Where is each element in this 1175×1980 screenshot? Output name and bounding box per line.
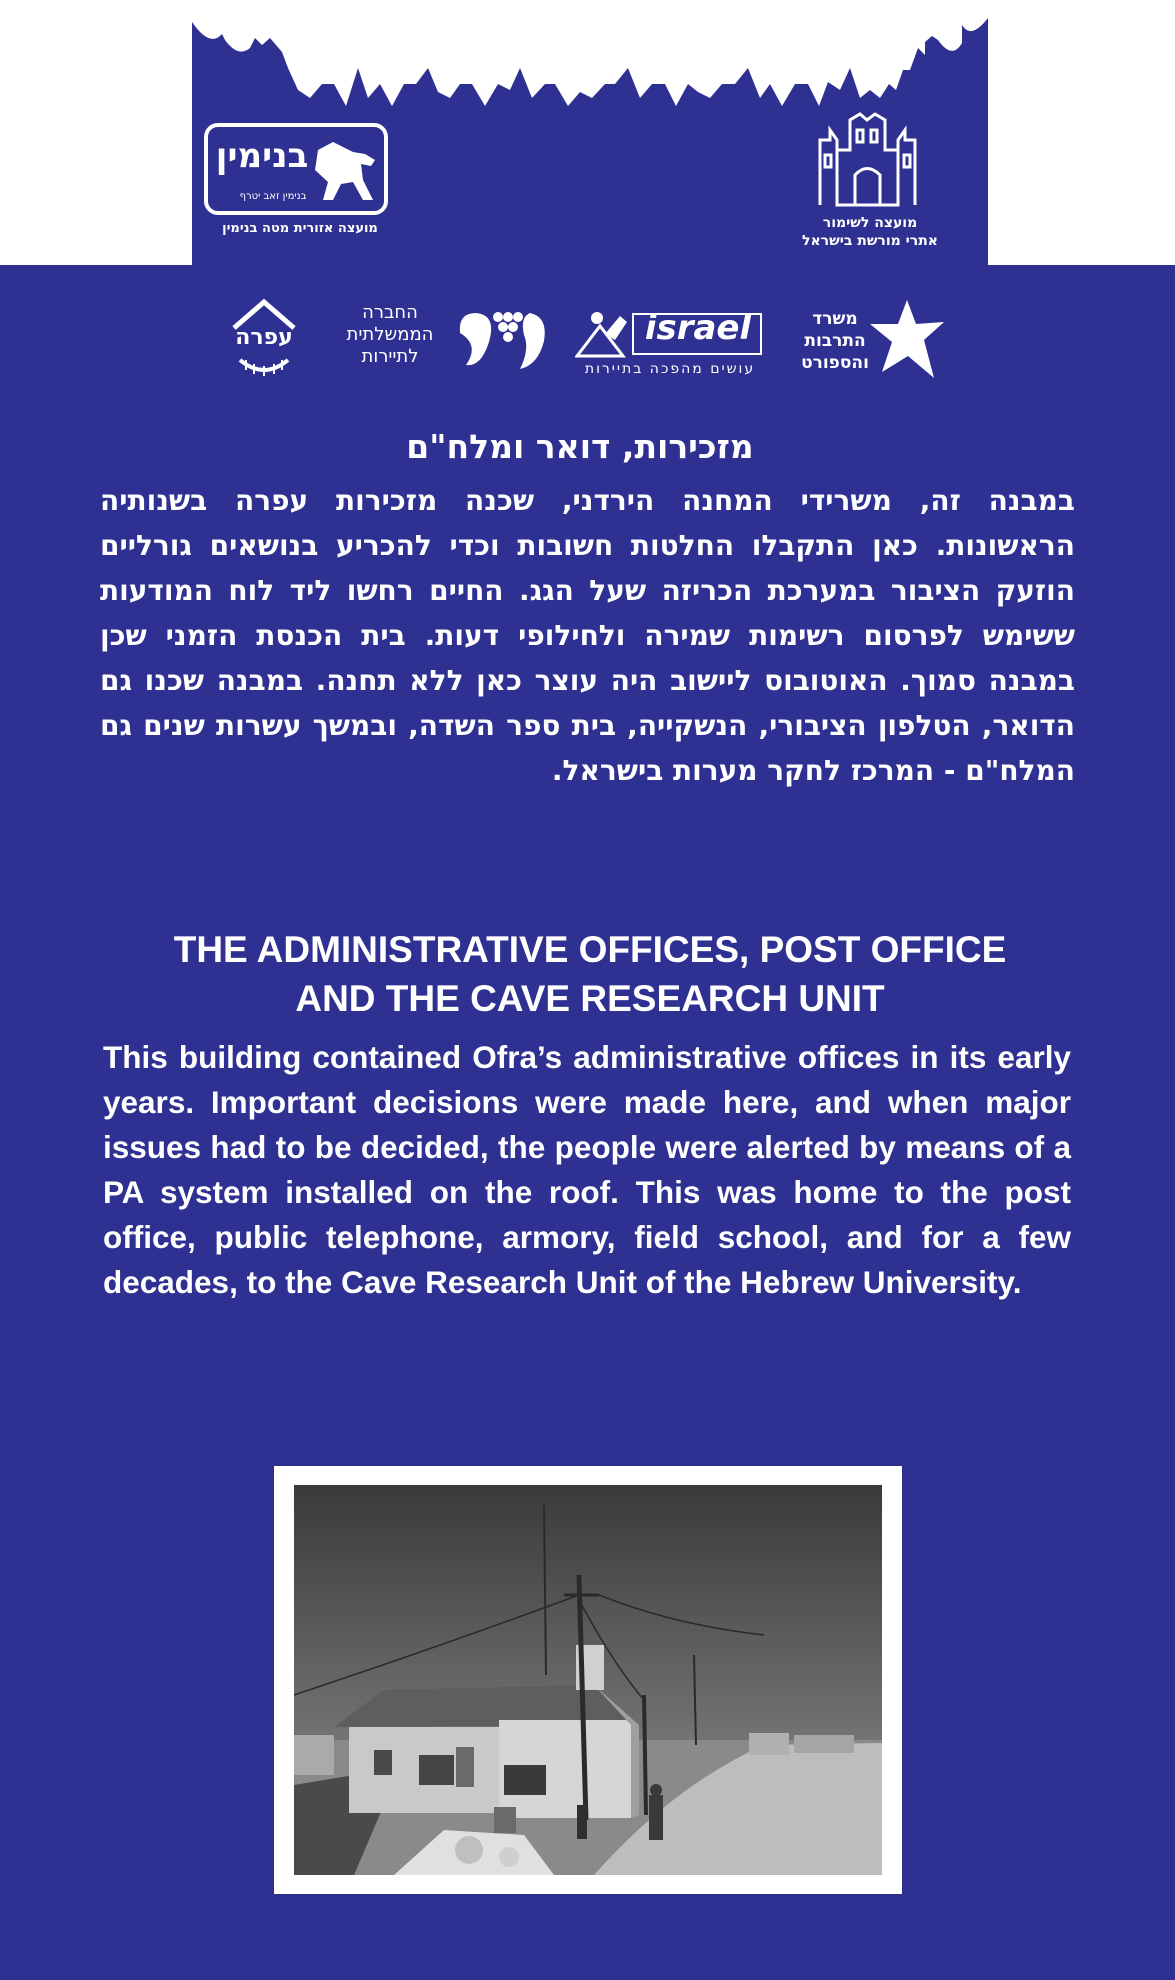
culture-ministry-star-icon bbox=[868, 298, 946, 382]
historic-building-photo bbox=[294, 1485, 882, 1875]
israel-tourism-slogan: עושים מהפכה בתיירות bbox=[584, 361, 756, 377]
tourism-company-grapes-icon bbox=[458, 305, 548, 375]
tourism-company-line-3: לתיירות bbox=[361, 346, 419, 367]
culture-ministry-line-2: התרבות bbox=[804, 331, 866, 351]
hebrew-body: במבנה זה, משרידי המחנה הירדני, שכנה מזכירות עפרה בשנותיה הראשונות. כאן התקבלו החלטות חשובות וכדי להכריע בנושאים גורליים הוזעק הציבור במערכת הכריזה שעל הגג. החיים רחשו ליד לוח המודעות ששימש לפרסום רשימות שמירה ולחילופי דעות. בית הכנסת הזמני שכן במבנה סמוך. האוטובוס ליישוב היה עוצר כאן ללא תחנה. במבנה שכנו גם הדואר, הטלפון הציבורי, הנשקייה, בית ספר השדה, ובמשך עשרות שנים גם המלח"ם - המרכז לחקר מערות בישראל. bbox=[100, 484, 1075, 787]
hebrew-title: מזכירות, דואר ומלח"ם bbox=[406, 427, 754, 466]
english-body: This building contained Ofra’s administrative offices in its early years. Important decisions were made here, and when major issues had to be decided, the people were alerted by means of a PA system installed on the roof. This was home to the post office, public telephone, armory, field school, and for a few decades, to the Cave Research Unit of the Hebrew University. bbox=[103, 1039, 1071, 1300]
binyamin-logo-subname: בנימין זאב יטרף bbox=[239, 191, 307, 202]
photo-frame bbox=[274, 1466, 902, 1894]
tourism-company-line-1: החברה bbox=[362, 302, 418, 323]
culture-ministry-line-1: משרד bbox=[812, 309, 858, 329]
culture-ministry-line-3: והספורט bbox=[801, 353, 869, 373]
israel-tourism-wordmark: israel bbox=[644, 308, 752, 348]
heritage-council-castle-icon bbox=[815, 110, 920, 210]
binyamin-logo-name: בנימין bbox=[215, 136, 309, 176]
ofra-logo-name: עפרה bbox=[235, 325, 293, 350]
tourism-company-line-2: הממשלתית bbox=[346, 324, 434, 345]
binyamin-logo-caption: מועצה אזורית מטה בנימין bbox=[222, 221, 378, 236]
english-title-line-1: THE ADMINISTRATIVE OFFICES, POST OFFICE bbox=[173, 929, 1007, 970]
heritage-council-caption-2: אתרי מורשת בישראל bbox=[802, 233, 938, 249]
english-title-line-2: AND THE CAVE RESEARCH UNIT bbox=[295, 978, 885, 1019]
english-title bbox=[90, 925, 1090, 1023]
heritage-council-caption-1: מועצה לשימור bbox=[822, 215, 918, 231]
